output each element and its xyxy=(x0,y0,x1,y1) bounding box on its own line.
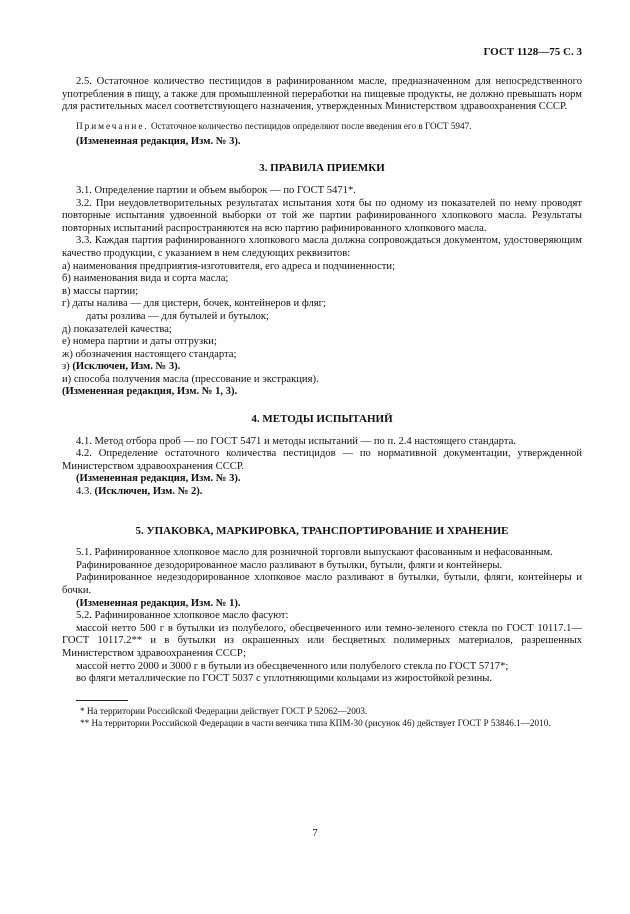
paragraph-5-2-c: во фляги металлические по ГОСТ 5037 с уплотняющими кольцами из жиростойкой резины. xyxy=(76,673,493,685)
footnote-2: ** На территории Российской Федерации в части венчика типа КПМ-30 (рисунок 46) действует ГОСТ Р 53846.1—2010. xyxy=(80,717,551,728)
excluded-note: (Исключен, Изм. № 2). xyxy=(94,486,203,498)
list-item: д) показателей качества; xyxy=(62,323,172,335)
page-content xyxy=(62,76,582,729)
list-item-excluded: (Исключен, Изм. № 3). xyxy=(72,361,181,373)
paragraph-5-1-c: Рафинированное недезодорированное хлопковое масло разливают в бутылки, бутыли, фляги, контейнеры и бочки. xyxy=(62,572,582,596)
list-item: е) номера партии и даты отгрузки; xyxy=(62,336,217,348)
section-3-title: 3. ПРАВИЛА ПРИЕМКИ xyxy=(259,162,385,175)
amendment-note: (Измененная редакция, Изм. № 1, 3). xyxy=(62,386,238,398)
amendment-note: (Измененная редакция, Изм. № 3). xyxy=(76,473,241,485)
paragraph-4-2: 4.2. Определение остаточного количества пестицидов — по нормативной документации, утвержденной Министерством здравоохранения СССР. xyxy=(62,448,582,472)
list-item: б) наименования вида и сорта масла; xyxy=(62,273,229,285)
list-item: и) способа получения масла (прессование и экстракция). xyxy=(62,373,319,385)
list-item: ж) обозначения настоящего стандарта; xyxy=(62,348,237,360)
page-number: 7 xyxy=(312,828,318,839)
paragraph-4-1: 4.1. Метод отбора проб — по ГОСТ 5471 и методы испытаний — по п. 2.4 настоящего стандарта. xyxy=(76,435,516,447)
paragraph-2-5: 2.5. Остаточное количество пестицидов в рафинированном масле, предназначенном для непосредственного употребления в пищу, а также для промышленной переработки на пищевые продукты, не должно превышать норм для растительных масел соответствующего назначения, утвержденных Министерством здравоохранения СССР. xyxy=(62,76,582,113)
paragraph-5-1-b: Рафинированное дезодорированное масло разливают в бутылки, бутыли, фляги и контейнеры. xyxy=(76,559,503,571)
paragraph-5-1: 5.1. Рафинированное хлопковое масло для розничной торговли выпускают фасованным и нефасованным. xyxy=(76,547,553,559)
amendment-note: (Измененная редакция, Изм. № 3). xyxy=(76,135,241,147)
section-5-title: 5. УПАКОВКА, МАРКИРОВКА, ТРАНСПОРТИРОВАНИЕ И ХРАНЕНИЕ xyxy=(135,524,509,537)
section-4-title: 4. МЕТОДЫ ИСПЫТАНИЙ xyxy=(251,413,393,426)
list-item: г) даты налива — для цистерн, бочек, контейнеров и фляг; xyxy=(62,298,326,310)
paragraph-5-2-b: массой нетто 2000 и 3000 г в бутыли из обесцвеченного или полубелого стекла по ГОСТ 5717*; xyxy=(76,660,509,672)
list-item: а) наименования предприятия-изготовителя, его адреса и подчиненности; xyxy=(62,260,396,272)
list-item: в) массы партии; xyxy=(62,285,139,297)
paragraph-3-3: 3.3. Каждая партия рафинированного хлопкового масла должна сопровождаться документом, удостоверяющим качество продукции, с указанием в нем следующих реквизитов: xyxy=(62,235,582,259)
amendment-note: (Измененная редакция, Изм. № 1). xyxy=(76,597,241,609)
footnote-1: * На территории Российской Федерации действует ГОСТ Р 52062—2003. xyxy=(80,705,368,716)
paragraph-3-1: 3.1. Определение партии и объем выборок — по ГОСТ 5471*. xyxy=(76,184,356,196)
paragraph-5-2: 5.2. Рафинированное хлопковое масло фасуют: xyxy=(76,610,289,622)
note-label: Примечание. xyxy=(76,120,149,131)
paragraph-3-2: 3.2. При неудовлетворительных результатах испытания хотя бы по одному из показателей по нему проводят повторные испытания удвоенной выборки от той же партии рафинированного хлопкового масла. Результаты повторных испытаний распространяются на всю партию рафинированного хлопкового масла. xyxy=(62,197,582,234)
paragraph-4-3 xyxy=(62,486,582,499)
list-item: даты розлива — для бутылей и бутылок; xyxy=(86,310,269,322)
note xyxy=(62,120,582,132)
list-item xyxy=(62,361,582,374)
running-header: ГОСТ 1128—75 С. 3 xyxy=(483,46,582,58)
list-item-prefix: з) xyxy=(62,361,70,373)
requisites-list xyxy=(62,261,582,387)
note-text: Остаточное количество пестицидов определяют после введения его в ГОСТ 5947. xyxy=(151,120,472,131)
paragraph-5-2-a: массой нетто 500 г в бутылки из полубелого, обесцвеченного или темно-зеленого стекла по ГОСТ 10117.1—ГОСТ 10117.2** и в бутылки из окрашенных или бесцветных полимерных материалов, разрешенных Министерством здравоохранения СССР; xyxy=(62,622,582,659)
footnote-divider xyxy=(76,700,128,701)
paragraph-number: 4.3. xyxy=(76,486,92,498)
